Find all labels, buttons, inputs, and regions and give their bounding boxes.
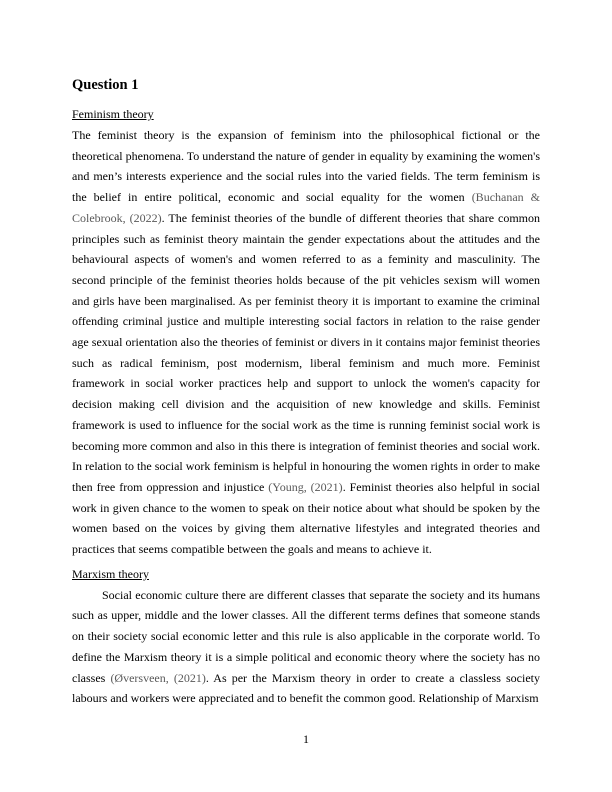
page-content: [72, 76, 540, 715]
page-number: 1: [303, 732, 309, 746]
marxism-paragraph: [72, 585, 540, 709]
feminism-section-title: Feminism theory: [72, 107, 154, 121]
citation-young: (Young, (2021): [268, 479, 343, 494]
citation-oversveen: (Øversveen, (2021): [110, 670, 206, 685]
feminism-text-part-1: The feminist theory is the expansion of feminism into the philosophical fictional or the theoretical phenomena. To understand the nature of gender in equality by examining the women's and men’s interests experience and the social rules into the varied fields. The term feminism is the belief in entire political, economic and social equality for the women: [72, 128, 540, 205]
marxism-text-part-2: . As per the Marxism theory in order to create a classless society labours and workers were appreciated and to benefit the common good. Relationship of Marxism: [72, 670, 540, 706]
marxism-text-part-1: Social economic culture there are different classes that separate the society and its humans such as upper, middle and the lower classes. All the different terms defines that someone stands on their society social economic letter and this rule is also applicable in the corporate world. To define the Marxism theory it is a simple political and economic theory where the society has no classes: [72, 587, 540, 685]
feminism-paragraph: [72, 125, 540, 560]
feminism-text-part-3: . Feminist theories also helpful in social work in given chance to the women to speak on their notice about what should be spoken by the women based on the voices by giving them alternative lifestyles and integrated theories and practices that seems compatible between the goals and means to achieve it.: [72, 479, 540, 557]
citation-buchanan-colebrook: (Buchanan & Colebrook, (2022): [72, 190, 541, 225]
feminism-text-part-2: . The feminist theories of the bundle of different theories that share common principles such as feminist theory maintain the gender expectations about the attitudes and the behavioural aspects of women's and women referred to as a feminity and masculinity. The second principle of the feminist theories holds because of the pit vehicles sexism will women and girls have been marginalised. As per feminist theory it is important to examine the criminal offending criminal justice and multiple interesting social factors in relation to the raise gender age sexual orientation also the theories of feminist or divers in it contains major feminist theories such as radical feminism, post modernism, liberal feminism and much more. Feminist framework in social worker practices help and support to unlock the women's capacity for decision making cell division and the acquisition of new knowledge and skills. Feminist framework is used to influence for the social work as the time is running feminist social work is becoming more common and also in this there is integration of feminist theories and social work. In relation to the social work feminism is helpful in honouring the women rights in order to make then free from oppression and injustice: [72, 210, 541, 494]
question-heading: Question 1: [72, 77, 139, 93]
marxism-section-title: Marxism theory: [72, 566, 149, 581]
